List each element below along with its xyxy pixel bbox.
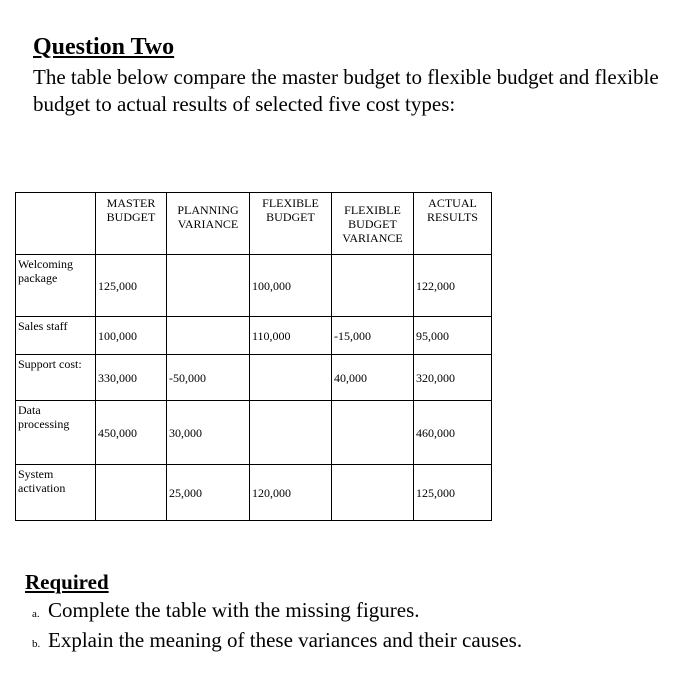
cell-flexible-budget	[250, 401, 332, 465]
row-label	[16, 255, 96, 317]
header-line: BUDGET	[106, 210, 156, 224]
question-intro: The table below compare the master budget to flexible budget and flexible budget to actual results of selected five cost types:	[33, 65, 659, 116]
required-heading: Required	[25, 570, 109, 594]
row-label-line: Data	[18, 403, 41, 417]
header-flexible-budget	[250, 193, 332, 255]
table-row	[16, 317, 492, 355]
table-header-row	[16, 193, 492, 255]
header-line: BUDGET	[266, 210, 315, 224]
cell-actual-results: 122,000	[414, 255, 492, 317]
question-title: Question Two	[33, 34, 175, 60]
cell-planning-variance	[167, 317, 250, 355]
row-label-line: System	[18, 467, 54, 481]
header-line: MASTER	[106, 196, 156, 210]
header-master-budget	[96, 193, 167, 255]
header-line: RESULTS	[427, 210, 478, 224]
cell-master-budget: 450,000	[96, 401, 167, 465]
cell-master-budget	[96, 465, 167, 521]
cell-actual-results: 460,000	[414, 401, 492, 465]
table-row	[16, 355, 492, 401]
table-row	[16, 255, 492, 317]
cell-flexible-budget-variance	[332, 255, 414, 317]
cell-flexible-budget-variance: -15,000	[332, 317, 414, 355]
required-item-text: Complete the table with the missing figures.	[48, 598, 420, 622]
corner-cell	[16, 193, 96, 255]
cell-master-budget: 125,000	[96, 255, 167, 317]
table-row	[16, 401, 492, 465]
required-item-a	[32, 598, 420, 626]
header-line: FLEXIBLE	[262, 196, 319, 210]
cell-actual-results: 95,000	[414, 317, 492, 355]
cell-actual-results: 125,000	[414, 465, 492, 521]
header-actual-results	[414, 193, 492, 255]
header-line: FLEXIBLE	[344, 203, 401, 217]
row-label	[16, 355, 96, 401]
row-label-line: activation	[18, 481, 66, 495]
cell-actual-results: 320,000	[414, 355, 492, 401]
budget-comparison-table	[15, 192, 492, 521]
row-label-line: Welcoming	[18, 257, 74, 271]
header-line: PLANNING	[177, 203, 239, 217]
cell-planning-variance: 25,000	[167, 465, 250, 521]
header-line: VARIANCE	[177, 217, 239, 231]
header-line: ACTUAL	[428, 196, 477, 210]
header-line: VARIANCE	[342, 231, 403, 245]
header-line: BUDGET	[348, 217, 397, 231]
cell-flexible-budget	[250, 355, 332, 401]
cell-master-budget: 100,000	[96, 317, 167, 355]
cell-flexible-budget: 110,000	[250, 317, 332, 355]
cell-flexible-budget: 120,000	[250, 465, 332, 521]
row-label-line: Support cost:	[18, 357, 82, 371]
required-item-text: Explain the meaning of these variances and their causes.	[48, 628, 523, 652]
row-label-line: Sales staff	[18, 319, 68, 333]
row-label	[16, 465, 96, 521]
cell-planning-variance: -50,000	[167, 355, 250, 401]
row-label	[16, 317, 96, 355]
cell-master-budget: 330,000	[96, 355, 167, 401]
row-label	[16, 401, 96, 465]
table-row	[16, 465, 492, 521]
cell-planning-variance	[167, 255, 250, 317]
row-label-line: processing	[18, 417, 70, 431]
row-label-line: package	[18, 271, 58, 285]
cell-flexible-budget-variance: 40,000	[332, 355, 414, 401]
list-marker: a.	[32, 608, 40, 620]
cell-flexible-budget: 100,000	[250, 255, 332, 317]
list-marker: b.	[32, 638, 41, 650]
cell-planning-variance: 30,000	[167, 401, 250, 465]
required-item-b	[32, 628, 522, 656]
cell-flexible-budget-variance	[332, 465, 414, 521]
header-flexible-budget-variance	[332, 193, 414, 255]
header-planning-variance	[167, 193, 250, 255]
cell-flexible-budget-variance	[332, 401, 414, 465]
